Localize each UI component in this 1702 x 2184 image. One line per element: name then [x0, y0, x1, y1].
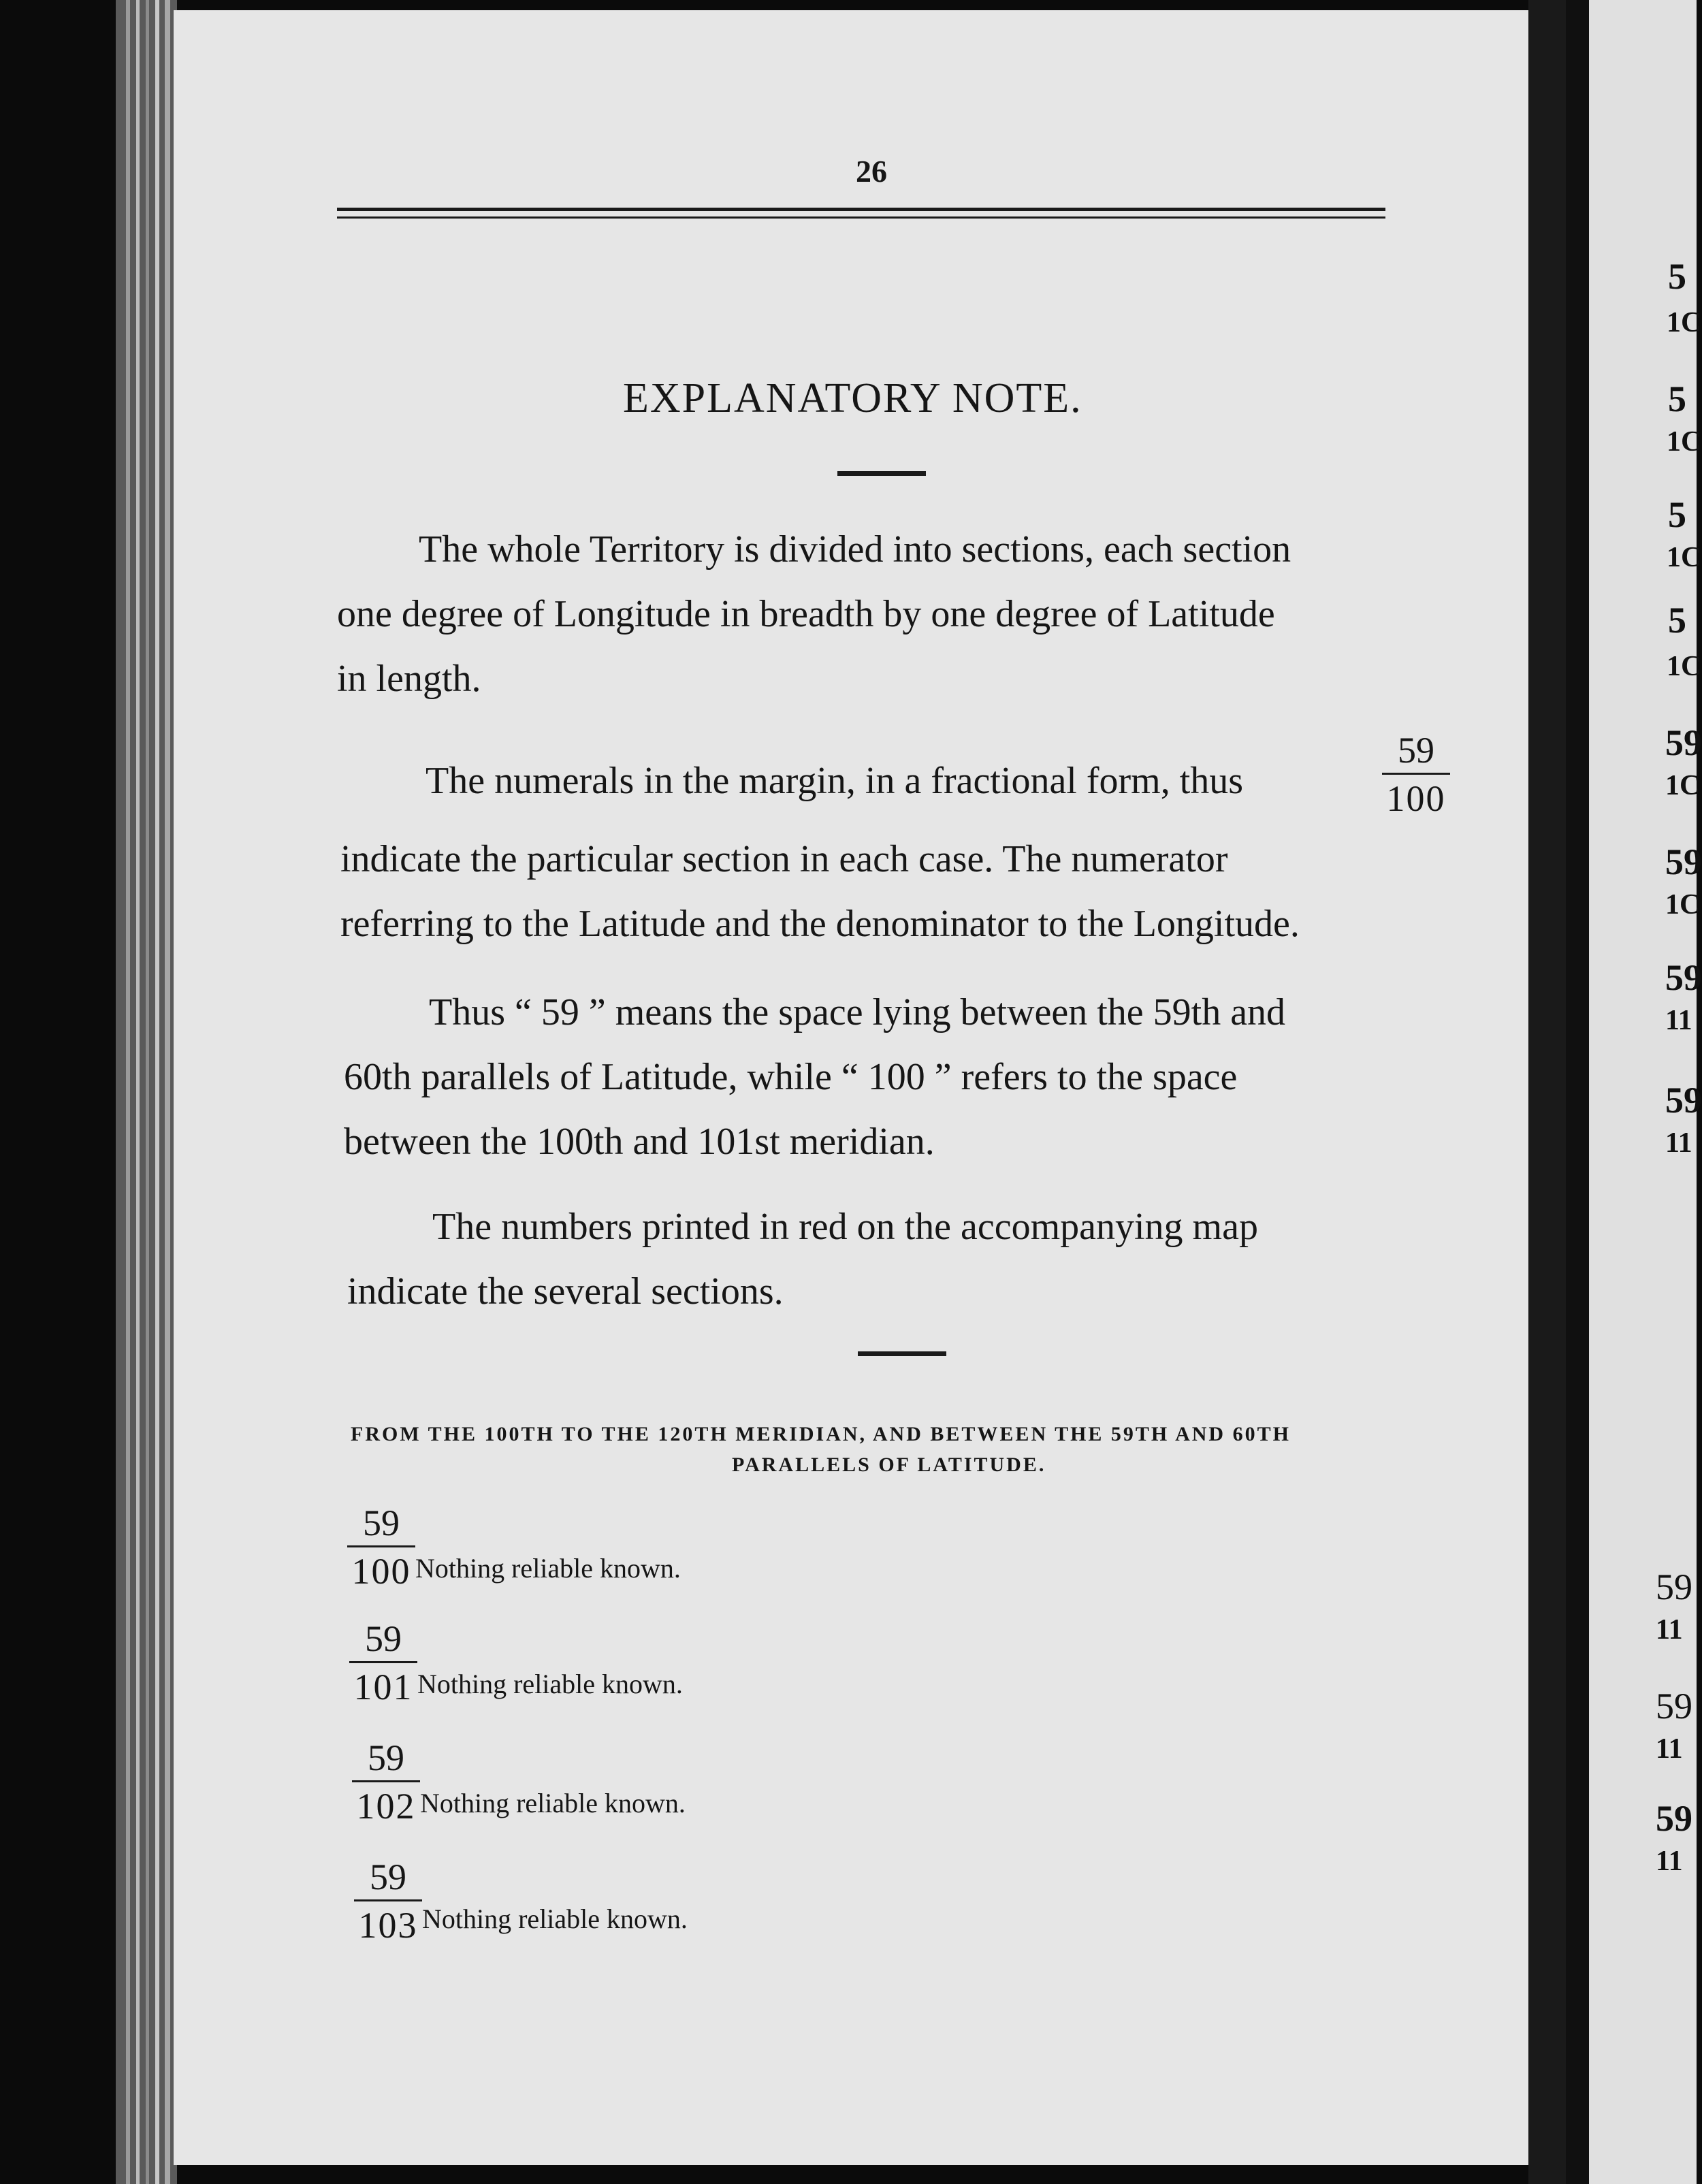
- facing-fragment: 59: [1656, 1567, 1692, 1607]
- header-rule: [337, 208, 1385, 211]
- entry-1-text: Nothing reliable known.: [415, 1553, 681, 1584]
- fraction-numerator: 59: [1398, 730, 1434, 771]
- section-rule: [858, 1351, 946, 1356]
- facing-fragment: 5: [1668, 494, 1686, 535]
- entry-2-bar: [349, 1661, 417, 1663]
- facing-fragment: 1C: [1667, 542, 1702, 573]
- paragraph-2-line-3: referring to the Latitude and the denominator to the Longitude.: [340, 903, 1300, 945]
- entry-2-numerator: 59: [365, 1618, 402, 1659]
- facing-fragment: 59: [1665, 957, 1702, 998]
- paragraph-1-line-1: The whole Territory is divided into sections, each section: [419, 528, 1291, 571]
- facing-fragment: 59: [1656, 1686, 1692, 1727]
- facing-fragment: 59: [1665, 1080, 1702, 1121]
- entry-3-bar: [352, 1780, 420, 1782]
- entry-3-fraction: [352, 1739, 420, 1825]
- facing-fragment: 11: [1656, 1614, 1683, 1645]
- entry-2-fraction: [349, 1620, 417, 1705]
- entry-4-numerator: 59: [370, 1857, 406, 1897]
- title-rule: [837, 471, 926, 476]
- facing-fragment: 1C: [1667, 426, 1702, 457]
- entry-3-text: Nothing reliable known.: [420, 1788, 686, 1818]
- paragraph-3-line-3: between the 100th and 101st meridian.: [344, 1121, 935, 1163]
- facing-fragment: 1C: [1665, 770, 1701, 801]
- facing-fragment: 5: [1668, 600, 1686, 641]
- facing-fragment: 1C: [1667, 651, 1702, 682]
- facing-fragment: 59: [1665, 841, 1702, 882]
- paragraph-2-line-1: The numerals in the margin, in a fractional form, thus: [426, 760, 1244, 802]
- entry-4-bar: [354, 1899, 422, 1901]
- paragraph-2-line-2: indicate the particular section in each case. The numerator: [340, 838, 1228, 880]
- facing-fragment: 11: [1656, 1846, 1683, 1877]
- facing-fragment: 11: [1656, 1733, 1683, 1765]
- section-heading-line-2: PARALLELS OF LATITUDE.: [732, 1454, 1046, 1476]
- header-rule-thin: [337, 216, 1385, 219]
- entry-4-text: Nothing reliable known.: [422, 1904, 688, 1934]
- facing-fragment: 5: [1668, 256, 1686, 297]
- entry-1-fraction: [347, 1505, 415, 1590]
- entry-3-denominator: 102: [356, 1786, 416, 1827]
- book-page: [174, 10, 1528, 2165]
- entry-4-fraction: [354, 1859, 422, 1944]
- entry-1-denominator: 100: [351, 1551, 411, 1592]
- entry-2-text: Nothing reliable known.: [417, 1669, 683, 1699]
- page-title: EXPLANATORY NOTE.: [623, 375, 1082, 421]
- facing-fragment: 5: [1668, 379, 1686, 419]
- paragraph-4-line-1: The numbers printed in red on the accompanying map: [432, 1206, 1258, 1248]
- facing-fragment: 1C: [1667, 307, 1702, 338]
- facing-fragment: 1C: [1665, 889, 1701, 920]
- paragraph-1-line-3: in length.: [337, 658, 481, 700]
- entry-4-denominator: 103: [358, 1905, 418, 1946]
- entry-1-bar: [347, 1545, 415, 1547]
- facing-fragment: 11: [1665, 1127, 1692, 1159]
- page-number: 26: [856, 154, 887, 189]
- section-heading-line-1: FROM THE 100TH TO THE 120TH MERIDIAN, AND BETWEEN THE 59TH AND 60TH: [351, 1423, 1291, 1445]
- inline-fraction: [1382, 732, 1450, 817]
- entry-3-numerator: 59: [368, 1737, 404, 1778]
- facing-page: [1566, 0, 1702, 2184]
- fraction-bar: [1382, 773, 1450, 775]
- paragraph-4-line-2: indicate the several sections.: [347, 1270, 784, 1313]
- facing-fragment: 59: [1656, 1798, 1692, 1839]
- paragraph-1-line-2: one degree of Longitude in breadth by one degree of Latitude: [337, 593, 1275, 635]
- fraction-denominator: 100: [1386, 778, 1446, 819]
- paragraph-3-line-2: 60th parallels of Latitude, while “ 100 ” refers to the space: [344, 1056, 1238, 1098]
- entry-1-numerator: 59: [363, 1503, 400, 1543]
- entry-2-denominator: 101: [353, 1667, 413, 1707]
- facing-fragment: 11: [1665, 1005, 1692, 1036]
- paragraph-3-line-1: Thus “ 59 ” means the space lying between the 59th and: [429, 991, 1286, 1033]
- facing-fragment: 59: [1665, 722, 1702, 763]
- gutter: [1566, 0, 1589, 2184]
